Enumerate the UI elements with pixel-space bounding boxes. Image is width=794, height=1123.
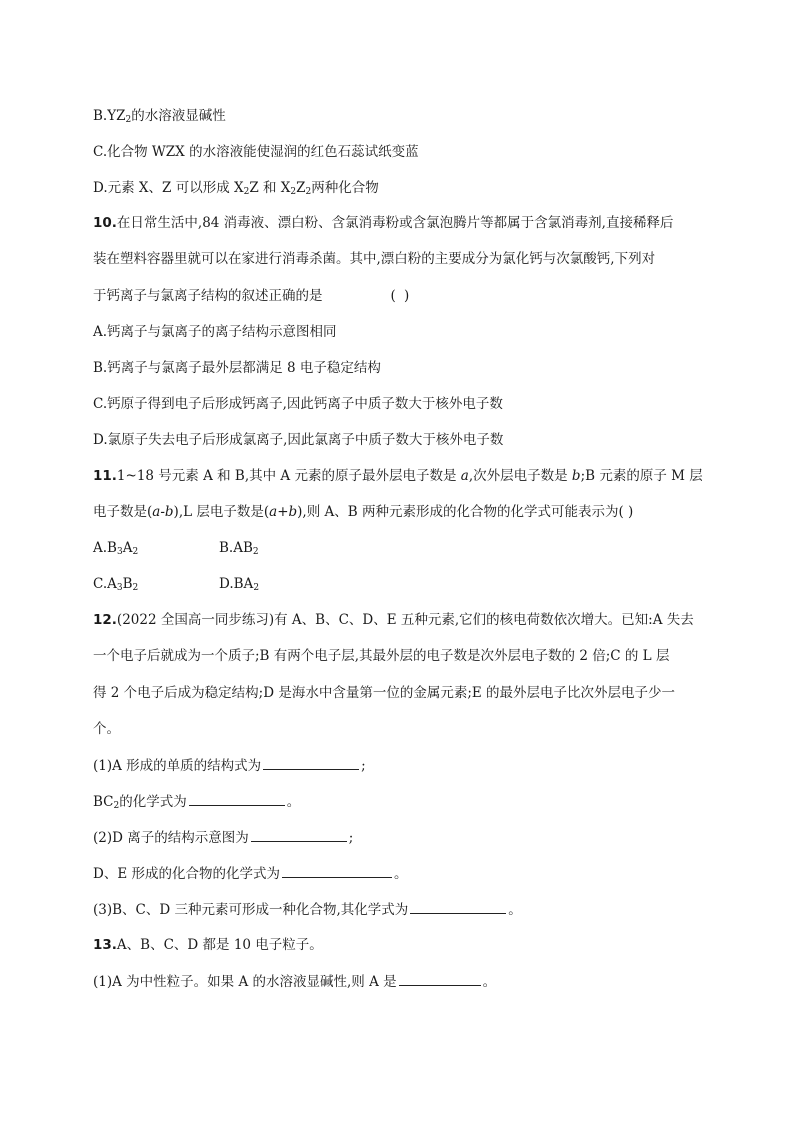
q12-stem-line-1: 12.(2022 全国高一同步练习)有 A、B、C、D、E 五种元素,它们的核电荷数依次增大。已知:A 失去: [93, 612, 694, 628]
q12-stem-line-2: 一个电子后就成为一个质子;B 有两个电子层,其最外层的电子数是次外层电子数的 2 倍;C 的 L 层: [93, 648, 670, 664]
q11-option-c[interactable]: $C.A_3B_2$: [93, 576, 139, 593]
q10-option-d[interactable]: D.氯原子失去电子后形成氯离子,因此氯离子中质子数大于核外电子数: [93, 432, 504, 448]
q9-option-c-text: C.化合物 WZX 的水溶液能使湿润的红色石蕊试纸变蓝: [93, 144, 419, 160]
q12-stem-line-3: 得 2 个电子后成为稳定结构;D 是海水中含量第一位的金属元素;E 的最外层电子比次外层电子少一: [93, 685, 676, 701]
q13-number: 13.: [93, 937, 117, 953]
q11-option-d[interactable]: $D.BA_2$: [219, 576, 260, 593]
q12-part-2b: D、E 形成的化合物的化学式为 。: [93, 863, 713, 884]
q10-stem-line-3: 于钙离子与氯离子结构的叙述正确的是 ( ): [93, 288, 412, 304]
q13-stem: 13.A、B、C、D 都是 10 电子粒子。: [93, 937, 323, 953]
answer-blank[interactable]: [251, 827, 347, 842]
answer-blank[interactable]: [410, 899, 506, 914]
q12-part-3: (3)B、C、D 三种元素可形成一种化合物,其化学式为 。: [93, 899, 713, 920]
q10-stem-line-1: 10.在日常生活中,84 消毒液、漂白粉、含氯消毒粉或含氯泡腾片等都属于含氯消毒剂,直接稀释后: [93, 215, 674, 231]
q11-options-row-2: [93, 574, 713, 598]
q11-number: 11.: [93, 468, 117, 484]
q12-part-1b: $BC_2$的化学式为 。: [93, 791, 713, 816]
q10-option-c[interactable]: C.钙原子得到电子后形成钙离子,因此钙离子中质子数大于核外电子数: [93, 396, 503, 412]
q10-option-a[interactable]: A.钙离子与氯离子的离子结构示意图相同: [93, 324, 337, 340]
answer-blank[interactable]: [189, 791, 285, 806]
q11-option-a[interactable]: $A.B_3A_2$: [93, 540, 139, 557]
q12-stem-line-4: 个。: [93, 721, 120, 737]
answer-blank[interactable]: [263, 755, 359, 770]
q10-stem-line-2: 装在塑料容器里就可以在家进行消毒杀菌。其中,漂白粉的主要成分为氯化钙与次氯酸钙,下列对: [93, 251, 656, 267]
q9-option-d[interactable]: D.元素 X、Z 可以形成 $X_2Z$ 和 $X_2Z_2$两种化合物: [93, 180, 379, 197]
q11-options-row-1: [93, 538, 713, 562]
q11-stem-line-1: 11.1~18 号元素 A 和 B,其中 A 元素的原子最外层电子数是 a,次外层电子数是 b;B 元素的原子 M 层: [93, 468, 703, 484]
q10-number: 10.: [93, 215, 117, 231]
q12-part-1a: (1)A 形成的单质的结构式为 ;: [93, 755, 713, 776]
q11-option-b[interactable]: $B.AB_2$: [219, 540, 259, 557]
q9-option-c[interactable]: [93, 142, 713, 162]
q10-option-b[interactable]: B.钙离子与氯离子最外层都满足 8 电子稳定结构: [93, 360, 381, 376]
answer-blank[interactable]: [282, 863, 392, 878]
q10-answer-paren[interactable]: ( ): [390, 288, 412, 304]
q12-part-2a: (2)D 离子的结构示意图为 ;: [93, 827, 713, 848]
q11-stem-line-2: 电子数是(a-b),L 层电子数是(a+b),则 A、B 两种元素形成的化合物的化学式可能表示为( ): [93, 504, 634, 520]
q9-option-b[interactable]: $B.YZ_2$的水溶液显碱性: [93, 108, 226, 125]
q12-number: 12.: [93, 612, 117, 628]
answer-blank[interactable]: [399, 971, 481, 986]
q13-part-1: (1)A 为中性粒子。如果 A 的水溶液显碱性,则 A 是 。: [93, 971, 713, 992]
q9-option-b-text: B.YZ: [93, 108, 126, 124]
